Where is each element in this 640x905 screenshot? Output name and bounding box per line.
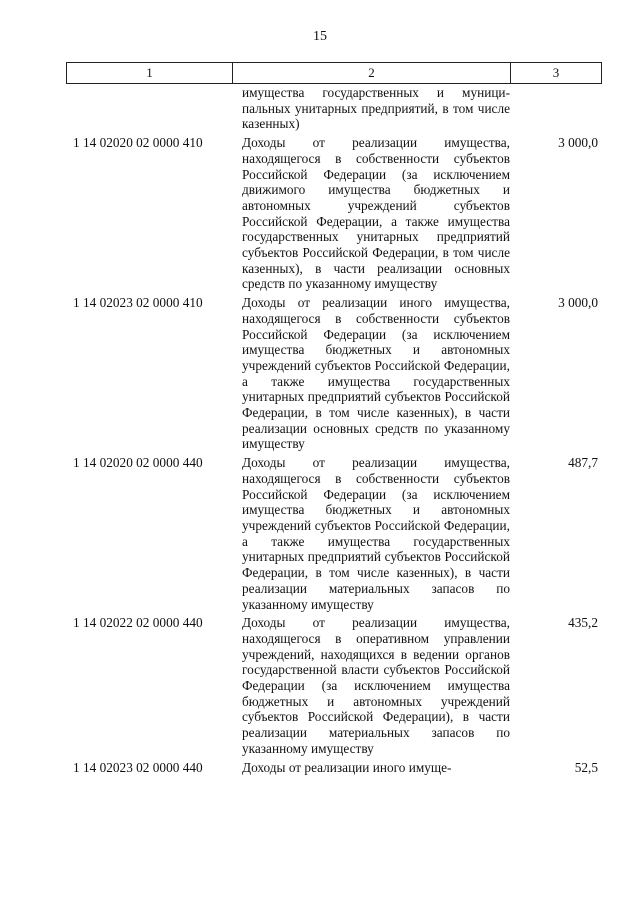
row-description: Доходы от реализации имущества, находящегося в собственности субъектов Российской Федерации (за исключением движимого имущества бюджетных и автономных учреждений субъектов Российской Федерации, а также имущества государственных унитарных предприятий субъектов Российской Федерации, в том числе казенных), в части реализации основных средств по указанному имуществу bbox=[242, 135, 510, 292]
row-code: 1 14 02023 02 0000 440 bbox=[73, 759, 203, 775]
row-description: Доходы от реализации имущества, находящегося в собственности субъектов Российской Федерации (за исключением имущества бюджетных и автономных учреждений субъектов Российской Федерации, а также имущества государственных унитарных предприятий субъектов Российской Федерации, в том числе казенных), в части реализации материальных запасов по указанному имуществу bbox=[242, 455, 510, 612]
row-code: 1 14 02020 02 0000 440 bbox=[73, 455, 203, 471]
table-row bbox=[66, 455, 602, 612]
table-row bbox=[66, 135, 602, 292]
row-code: 1 14 02023 02 0000 410 bbox=[73, 295, 203, 311]
row-code: 1 14 02022 02 0000 440 bbox=[73, 615, 203, 631]
table-row bbox=[66, 615, 602, 756]
table-row bbox=[66, 760, 602, 776]
row-amount: 487,7 bbox=[568, 455, 598, 471]
row-amount bbox=[510, 85, 602, 132]
row-amount: 435,2 bbox=[568, 615, 598, 631]
row-description: Доходы от реализации иного имущества, находящегося в собственности субъектов Российской Федерации (за исключением имущества бюджетных и автономных учреждений субъектов Российской Федерации, а также имущества государственных унитарных предприятий субъектов Российской Федерации, в том числе казенных), в части реализации основных средств по указанному имуществу bbox=[242, 295, 510, 452]
table-body bbox=[66, 85, 602, 778]
table-row bbox=[66, 85, 602, 132]
row-amount: 3 000,0 bbox=[558, 135, 598, 151]
row-description: имущества государственных и муниципальных унитарных предприятий, в том числе казенных) bbox=[242, 85, 510, 132]
header-col-3: 3 bbox=[552, 65, 560, 80]
row-amount: 52,5 bbox=[574, 759, 598, 775]
row-amount: 3 000,0 bbox=[558, 295, 598, 311]
row-description: Доходы от реализации иного имуще- bbox=[242, 759, 452, 775]
row-description: Доходы от реализации имущества, находящегося в оперативном управлении учреждений, находящихся в ведении органов государственной власти субъектов Российской Федерации (за исключением имущества бюджетных и автономных учреждений субъектов Российской Федерации), в части реализации материальных запасов по указанному имуществу bbox=[242, 615, 510, 756]
table-header bbox=[66, 62, 602, 84]
row-code bbox=[66, 85, 242, 132]
header-col-1: 1 bbox=[67, 63, 233, 83]
page-number: 15 bbox=[313, 29, 327, 44]
table-row bbox=[66, 295, 602, 452]
header-col-2: 2 bbox=[233, 63, 511, 83]
row-code: 1 14 02020 02 0000 410 bbox=[73, 135, 203, 151]
